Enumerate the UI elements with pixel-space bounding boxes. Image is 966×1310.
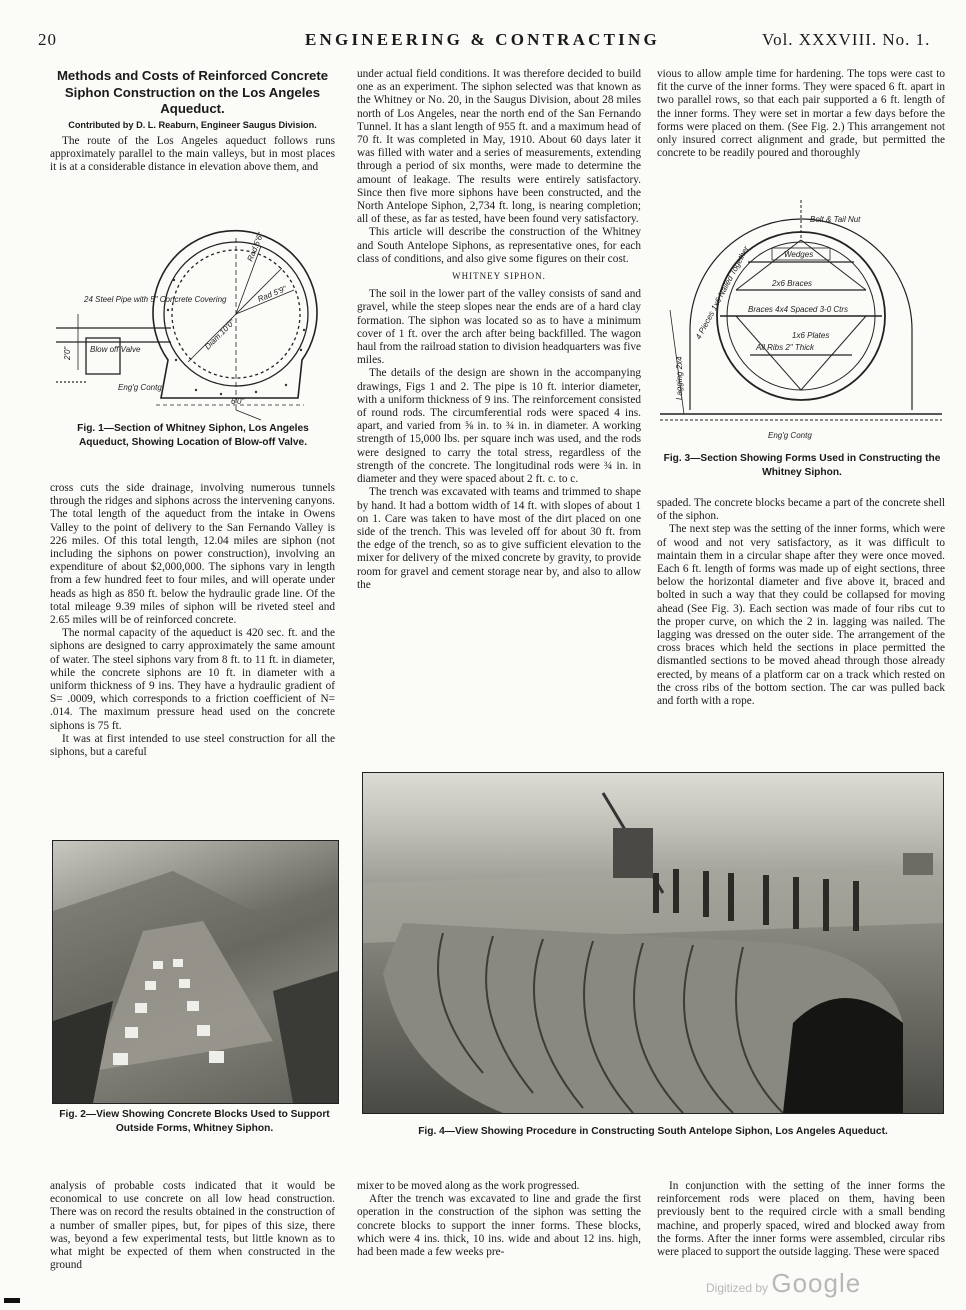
fig1-label-rad2: Rad 5'9" xyxy=(256,284,288,304)
fig1-label-valve: Blow off Valve xyxy=(90,345,141,354)
paragraph: analysis of probable costs indicated that it would be economical to use concrete on all low head construction. There was on record the results obtained in the construction of a number of smaller pipes, but, for pipes of this size, there was, beyond a few experimental tests, but little known as to what might be expected of them when constructed in the ground xyxy=(50,1180,335,1272)
fig3-label-braces1: 2x6 Braces xyxy=(772,279,813,288)
paragraph: It was at first intended to use steel construction for all the siphons, but a careful xyxy=(50,732,335,759)
bottom-column-2 xyxy=(357,1180,641,1259)
fig3-label-wedges: Wedges xyxy=(784,250,814,259)
digitized-watermark xyxy=(706,1268,861,1299)
paragraph: The route of the Los Angeles aqueduct follows runs approximately parallel to the main valleys, but in most places it is at a considerable distance in elevation above them, and xyxy=(50,135,335,174)
fig2-photo xyxy=(52,840,339,1104)
fig1-caption: Fig. 1—Section of Whitney Siphon, Los Angeles Aqueduct, Showing Location of Blow-off Valve. xyxy=(77,423,309,448)
paragraph: After the trench was excavated to line and grade the first operation in the construction of the siphon was setting the concrete blocks to support the inner forms. These blocks, which were 4 ins. thick, 10 ins. wide and about 12 ins. high, had been made a few weeks pre- xyxy=(357,1193,641,1259)
paragraph: under actual field conditions. It was therefore decided to build one as an experiment. The siphon selected was that known as the Whitney or No. 20, in the Saugus Division, about 28 miles north of Los Angeles, near the north end of the San Fernando Tunnel. It has a slant length of 955 ft. and a maximum head of 70 ft. It was completed in May, 1910. About 60 days later it was filled with water and a series of measurements, extending through a period of six months, were made to determine the amount of leakage. The results were entirely satisfactory. Since then five more siphons have been constructed, and the North Antelope Siphon, 2,734 ft. long, is nearing completion; all of these, as far as tested, have been found very satisfactory. xyxy=(357,68,641,226)
fig3-label-plates: 1x6 Plates xyxy=(792,331,830,340)
fig4-caption: Fig. 4—View Showing Procedure in Constructing South Antelope Siphon, Los Angeles Aqueduct. xyxy=(418,1126,888,1137)
paragraph: This article will describe the construction of the Whitney and South Antelope Siphons, as representative ones, for each class of conditions, and also give some figures on their cost. xyxy=(357,226,641,265)
paragraph: The details of the design are shown in the accompanying drawings, Figs 1 and 2. The pipe is 10 ft. interior diameter, with a uniform thickness of 9 ins. The reinforcement consisted of round rods. The circumferential rods were spaced 4 ins. apart, and varied from ⅝ in. to ¾ in. in diameter. A working strength of 15,000 lbs. per square inch was used, and the rods were designed to carry the total stress, regardless of the strength of the concrete. The longitudinal rods were ¾ in. in diameter and they were spaced about 2 ft. c. to c. xyxy=(357,367,641,486)
paragraph: spaded. The concrete blocks became a part of the concrete shell of the siphon. xyxy=(657,497,945,523)
fig3-label-lagging: Lagging 2x4 xyxy=(675,356,684,400)
fig3-label-braces2: Braces 4x4 Spaced 3-0 Ctrs xyxy=(748,305,849,314)
page-edge-mark xyxy=(4,1298,20,1303)
paragraph: mixer to be moved along as the work progressed. xyxy=(357,1180,580,1192)
paragraph: In conjunction with the setting of the inner forms the reinforcement rods were placed on them, having been previously bent to the required circle with a small bending machine, and properly spaced, wired and blocked away from the forms. After the inner forms were assembled, circular ribs were placed to support the outside lagging. These were spaced xyxy=(657,1180,945,1259)
fig3-label-ribs: All Ribs 2" Thick xyxy=(756,343,814,352)
bottom-column-3 xyxy=(657,1180,945,1259)
column-1-top xyxy=(50,68,335,175)
watermark-brand: Google xyxy=(771,1268,862,1298)
section-heading: WHITNEY SIPHON. xyxy=(452,271,546,282)
fig3-credit: Eng'g Contg xyxy=(768,431,812,440)
column-2-top xyxy=(357,68,641,592)
paragraph: The normal capacity of the aqueduct is 420 sec. ft. and the siphons are designed to carry approximately the same amount of water. The steel siphons vary from 8 ft. to 11 ft. in diameter, while the concrete siphons are 10 ft. in diameter with a uniform thickness of 9 ins. They have a hydraulic gradient of S= .0009, which corresponds to a friction coefficient of N= .014. The maximum pressure head used on the concrete siphons is 75 ft. xyxy=(50,627,335,732)
column-1-mid xyxy=(50,482,335,759)
column-3-top xyxy=(657,68,945,160)
fig1-label-diam: Diam.10'0" xyxy=(203,317,237,352)
fig3-label-together: 4 Pieces 1x6 Nailed Together xyxy=(693,244,751,341)
fig1-label-dim20: 2'0" xyxy=(63,346,72,360)
journal-title: ENGINEERING & CONTRACTING xyxy=(305,30,660,49)
article-title: Methods and Costs of Reinforced Concrete Siphon Construction on the Los Angeles Aqueduct. xyxy=(56,68,329,116)
paragraph: The soil in the lower part of the valley consists of sand and gravel, while the steep slopes near the ends are of a hard clay formation. The siphon was located so as to have a minimum cover of 1 ft. over the arch after being backfilled. The wagon haul from the railroad station to division headquarters was five miles. xyxy=(357,288,641,367)
paragraph: cross cuts the side drainage, involving numerous tunnels through the ridges and siphons across the intervening canyons. The total length of the aqueduct from the intake in Owens Valley to the point of delivery to the San Fernando Valley is 226 miles. Of this total length, 12.04 miles are siphon (not including the siphons on power construction), involving an expenditure of about $2,000,000. The siphons vary in length from a few hundred feet to four miles, and will operate under heads as high as 850 ft. below the hydraulic grade line. Of the total mileage 9.39 miles of siphon will be riveted steel and 2.65 miles will be of reinforced concrete. xyxy=(50,482,335,627)
fig3-caption: Fig. 3—Section Showing Forms Used in Constructing the Whitney Siphon. xyxy=(663,453,941,478)
fig1-label-dim60: 6'0" xyxy=(231,397,245,406)
fig1-credit: Eng'g Contg xyxy=(118,383,162,392)
volume-info: Vol. XXXVIII. No. 1. xyxy=(762,30,931,49)
fig3-forms-section-drawing xyxy=(660,200,942,446)
bottom-column-1 xyxy=(50,1180,335,1272)
paragraph: The next step was the setting of the inner forms, which were of wood and not very satisfactory, as it was difficult to maintain them in a circular shape after they were once moved. Each 6 ft. length of forms was made up of eight sections, three below the horizontal diameter and five above it, braced and bolted in such a way that they could be collapsed for moving ahead (See Fig. 3). Each section was made of four ribs cut to the proper curve, on which the 2 in. lagging was nailed. The lagging was dressed on the outer side. The arrangement of the cross braces which held the sections in place permitted the dismantled sections to be moved ahead through those already erected, by means of a platform car on a track which rested on the cross ribs of the bottom section. The car was pulled back and forth with a rope. xyxy=(657,523,945,708)
fig1-siphon-section-drawing xyxy=(56,210,338,422)
fig4-photo xyxy=(362,772,944,1114)
page-number: 20 xyxy=(38,30,57,49)
fig1-label-pipe: 24 Steel Pipe with 5" Concrete Covering xyxy=(84,295,227,304)
paragraph: The trench was excavated with teams and trimmed to shape by hand. It had a bottom width of 14 ft. with slopes of about 1 on 1. Care was taken to have most of the dirt placed on one side of the trench. This was leveled off for about 30 ft. from the edge of the trench, so as to give sufficient elevation to the mixer for delivery of the mixed concrete by gravity, to provide room for gravel and cement storage near by, and also to allow the xyxy=(357,486,641,591)
paragraph: vious to allow ample time for hardening. The tops were cast to fit the curve of the inner forms. They were spaced 6 ft. apart in two parallel rows, so that each pair supported a 6 ft. length of the inner forms. They were set in mortar a few days before the forms were placed on them. (See Fig. 2.) This arrangement not only insured correct alignment and grade, but permitted the concrete to be readily poured and thoroughly xyxy=(657,68,945,160)
watermark-text: Digitized by xyxy=(706,1281,769,1295)
column-3-mid xyxy=(657,497,945,708)
fig3-label-bolt: Bolt & Tail Nut xyxy=(810,215,861,224)
fig2-caption: Fig. 2—View Showing Concrete Blocks Used to Support Outside Forms, Whitney Siphon. xyxy=(59,1109,330,1134)
fig1-label-rad1: Rad.5'6" xyxy=(245,231,266,263)
article-byline: Contributed by D. L. Reaburn, Engineer Saugus Division. xyxy=(68,119,317,130)
